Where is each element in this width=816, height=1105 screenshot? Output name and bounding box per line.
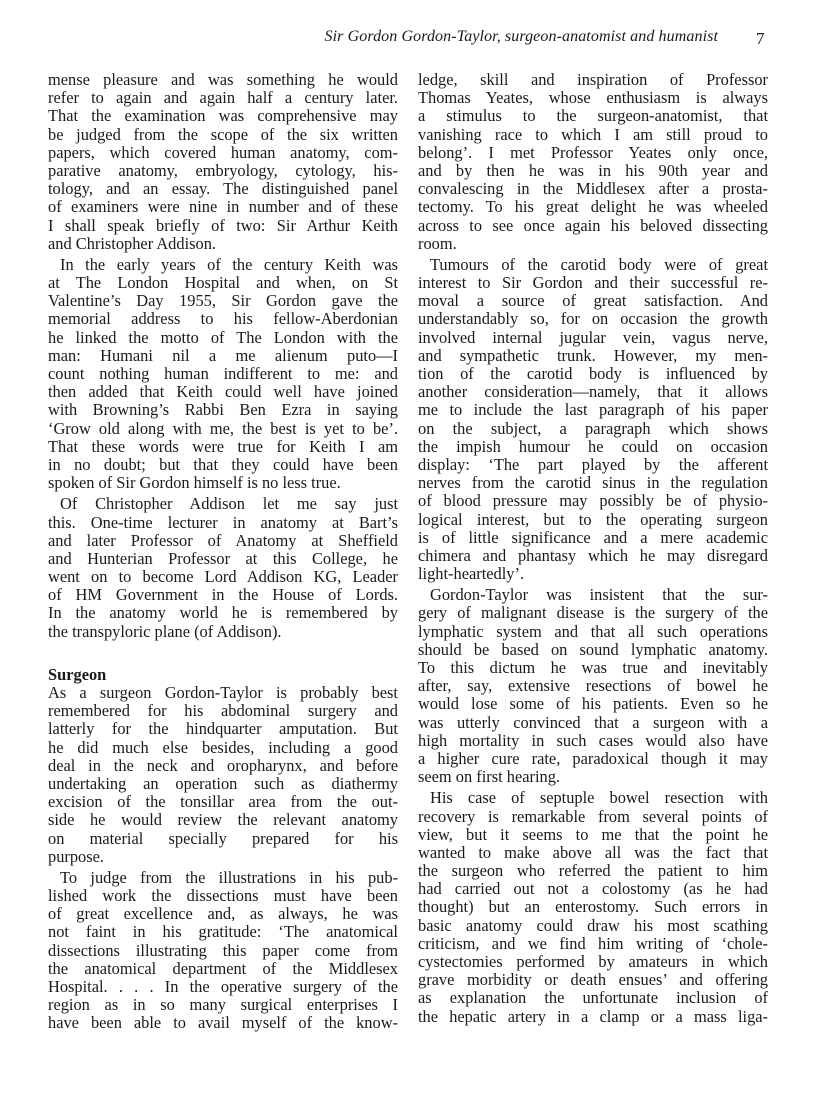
text-line: on material specially prepared for his: [48, 828, 398, 848]
text-line: and sympathetic trunk. However, my men-: [418, 345, 768, 365]
text-line: thought) but an enterostomy. Such errors in: [418, 897, 768, 917]
paragraph: [48, 869, 398, 1033]
text-line: latterly for the hindquarter amputation. But: [48, 719, 398, 739]
text-line: the impish humour he could on occasion: [418, 436, 768, 456]
text-line: the hepatic artery in a clamp or a mass liga-: [418, 1006, 768, 1026]
text-line: spoken of Sir Gordon himself is no less true.: [48, 473, 341, 493]
text-line: Hospital. . . . In the operative surgery of the: [48, 977, 398, 996]
text-line: Valentine’s Day 1955, Sir Gordon gave the: [48, 291, 398, 311]
text-line: was utterly convinced that a surgeon with a: [418, 712, 768, 732]
text-line: remembered for his abdominal surgery and: [48, 701, 398, 721]
text-line: cystectomies performed by amateurs in which: [418, 952, 768, 971]
text-line: His case of septuple bowel resection with: [430, 788, 768, 808]
text-line: ‘Grow old along with me, the best is yet to be’.: [48, 418, 398, 438]
text-line: be judged from the scope of the six written: [48, 124, 398, 144]
text-line: man: Humani nil a me alienum puto—I: [48, 345, 398, 365]
text-line: To this dictum he was true and inevitably: [418, 658, 768, 677]
text-line: In the anatomy world he is remembered by: [48, 603, 398, 623]
text-line: the anatomical department of the Middlesex: [48, 958, 398, 978]
text-line: region as in so many surgical enterprises I: [48, 995, 398, 1015]
text-line: Of Christopher Addison let me say just: [60, 494, 398, 514]
left-column: [48, 71, 398, 1033]
text-line: ledge, skill and inspiration of Professor: [418, 70, 768, 89]
text-line: view, but it seems to me that the point he: [418, 824, 768, 844]
text-line: chimera and phantasy which he may disregard: [418, 545, 768, 565]
text-line: mense pleasure and was something he would: [48, 70, 398, 89]
text-line: had carried out not a colostomy (as he had: [418, 879, 768, 899]
text-line: light-heartedly’.: [418, 564, 525, 584]
paragraph: [48, 495, 398, 641]
text-line: That the examination was comprehensive may: [48, 106, 398, 126]
text-line: tology, and an essay. The distinguished panel: [48, 179, 398, 199]
text-line: he did much else besides, including a good: [48, 737, 398, 757]
running-head: Sir Gordon Gordon-Taylor, surgeon-anatomist and humanist: [324, 28, 718, 45]
text-line: and Hunterian Professor at this College, he: [48, 548, 398, 568]
text-line: Tumours of the carotid body were of great: [430, 254, 768, 274]
text-line: grave morbidity or death ensues’ and offering: [418, 970, 768, 990]
text-line: gery of malignant disease is the surgery of the: [418, 603, 768, 623]
text-line: of HM Government in the House of Lords.: [48, 585, 398, 605]
text-line: and by then he was in his 90th year and: [418, 160, 768, 180]
text-line: understandably so, for on occasion the growth: [418, 309, 768, 329]
text-line: vanishing race to which I am still proud to: [418, 124, 768, 144]
text-line: tectomy. To his great delight he was wheeled: [418, 197, 768, 217]
text-line: tion of the carotid body is influenced by: [418, 364, 768, 383]
text-line: as explanation the unfortunate inclusion of: [418, 988, 768, 1008]
text-line: In the early years of the century Keith was: [60, 254, 398, 274]
text-line: refer to again and again half a century later.: [48, 88, 398, 108]
page-number: 7: [756, 29, 765, 48]
text-line: memorial address to his fellow-Aberdonian: [48, 309, 398, 329]
text-line: convalescing in the Middlesex after a prosta-: [418, 179, 768, 199]
text-line: seem on first hearing.: [418, 767, 561, 787]
text-line: at The London Hospital and when, on St: [48, 273, 398, 293]
text-line: high mortality in such cases would also have: [418, 730, 768, 750]
text-line: after, say, extensive resections of bowel he: [418, 676, 768, 696]
text-line: criticism, and we find him writing of ‘chole-: [418, 933, 768, 953]
text-line: on the subject, a paragraph which shows: [418, 418, 768, 438]
paragraph: [48, 684, 398, 866]
text-line: logical interest, but to the operating surgeon: [418, 509, 768, 529]
text-line: a stimulus to the surgeon-anatomist, that: [418, 106, 768, 126]
right-column: [418, 71, 768, 1026]
text-line: That these words were true for Keith I am: [48, 436, 398, 456]
text-line: in no doubt; but that they could have been: [48, 454, 398, 474]
paragraph: [418, 789, 768, 1025]
text-line: parative anatomy, embryology, cytology, his-: [48, 160, 398, 180]
text-line: the transpyloric plane (of Addison).: [48, 621, 282, 641]
text-line: lished work the dissections must have been: [48, 886, 398, 906]
text-line: would lose some of his patients. Even so he: [418, 694, 768, 714]
text-line: I shall speak briefly of two: Sir Arthur Keith: [48, 215, 398, 235]
text-line: he linked the motto of The London with the: [48, 327, 398, 347]
text-line: interest to Sir Gordon and their successful re-: [418, 273, 768, 293]
paragraph: [418, 586, 768, 786]
paragraph: [418, 71, 768, 253]
text-line: should be based on sound lymphatic anatomy.: [418, 639, 768, 659]
text-line: then added that Keith could well have joined: [48, 382, 398, 402]
text-line: and later Professor of Anatomy at Sheffield: [48, 530, 398, 550]
text-line: with Browning’s Rabbi Ben Ezra in saying: [48, 400, 398, 420]
text-line: lymphatic system and that all such operations: [418, 621, 768, 641]
text-line: is of little significance and a mere academic: [418, 527, 768, 547]
text-line: count nothing human indifferent to me: and: [48, 364, 398, 383]
text-line: As a surgeon Gordon-Taylor is probably best: [48, 683, 398, 702]
text-line: a higher cure rate, paradoxical though it may: [418, 748, 768, 768]
text-line: have been able to avail myself of the know-: [48, 1013, 398, 1033]
text-line: and Christopher Addison.: [48, 233, 216, 253]
text-line: went on to become Lord Addison KG, Leader: [48, 567, 398, 587]
text-line: involved internal jugular vein, vagus nerve,: [418, 327, 768, 347]
paragraph: [418, 256, 768, 583]
text-line: of examiners were nine in number and of these: [48, 197, 398, 217]
text-line: deal in the neck and oropharynx, and before: [48, 755, 398, 775]
text-line: of blood pressure may possibly be of physio-: [418, 491, 768, 511]
text-line: Thomas Yeates, whose enthusiasm is always: [418, 88, 768, 108]
text-line: belong’. I met Professor Yeates only once,: [418, 142, 768, 162]
text-line: Gordon-Taylor was insistent that the sur-: [430, 585, 768, 605]
text-line: side he would review the relevant anatomy: [48, 810, 398, 830]
text-line: of great excellence and, as always, he was: [48, 904, 398, 924]
text-line: excision of the tonsillar area from the out-: [48, 792, 398, 812]
text-line: wanted to make above all was the fact that: [418, 842, 768, 862]
text-line: papers, which covered human anatomy, com-: [48, 142, 398, 162]
text-line: display: ‘The part played by the afferent: [418, 454, 768, 474]
text-line: another consideration—namely, that it allows: [418, 382, 768, 402]
text-line: recovery is remarkable from several points of: [418, 806, 768, 826]
text-line: across to see once again his beloved dissecting: [418, 215, 768, 235]
paragraph: [48, 71, 398, 253]
text-line: the surgeon who referred the patient to him: [418, 861, 768, 881]
text-line: this. One-time lecturer in anatomy at Bart’s: [48, 512, 398, 532]
text-line: me to include the last paragraph of his paper: [418, 400, 768, 420]
text-line: basic anatomy could draw his most scathing: [418, 915, 768, 935]
text-line: undertaking an operation such as diathermy: [48, 773, 398, 793]
text-line: moval a source of great satisfaction. And: [418, 291, 768, 311]
text-line: nerves from the carotid sinus in the regulation: [418, 473, 768, 493]
text-line: To judge from the illustrations in his pub-: [60, 867, 398, 887]
text-line: purpose.: [48, 846, 104, 866]
paragraph: [48, 256, 398, 492]
section-heading: Surgeon: [48, 664, 107, 684]
text-line: room.: [418, 233, 457, 253]
text-line: not faint in his gratitude: ‘The anatomical: [48, 922, 398, 942]
text-line: dissections illustrating this paper come from: [48, 940, 398, 960]
